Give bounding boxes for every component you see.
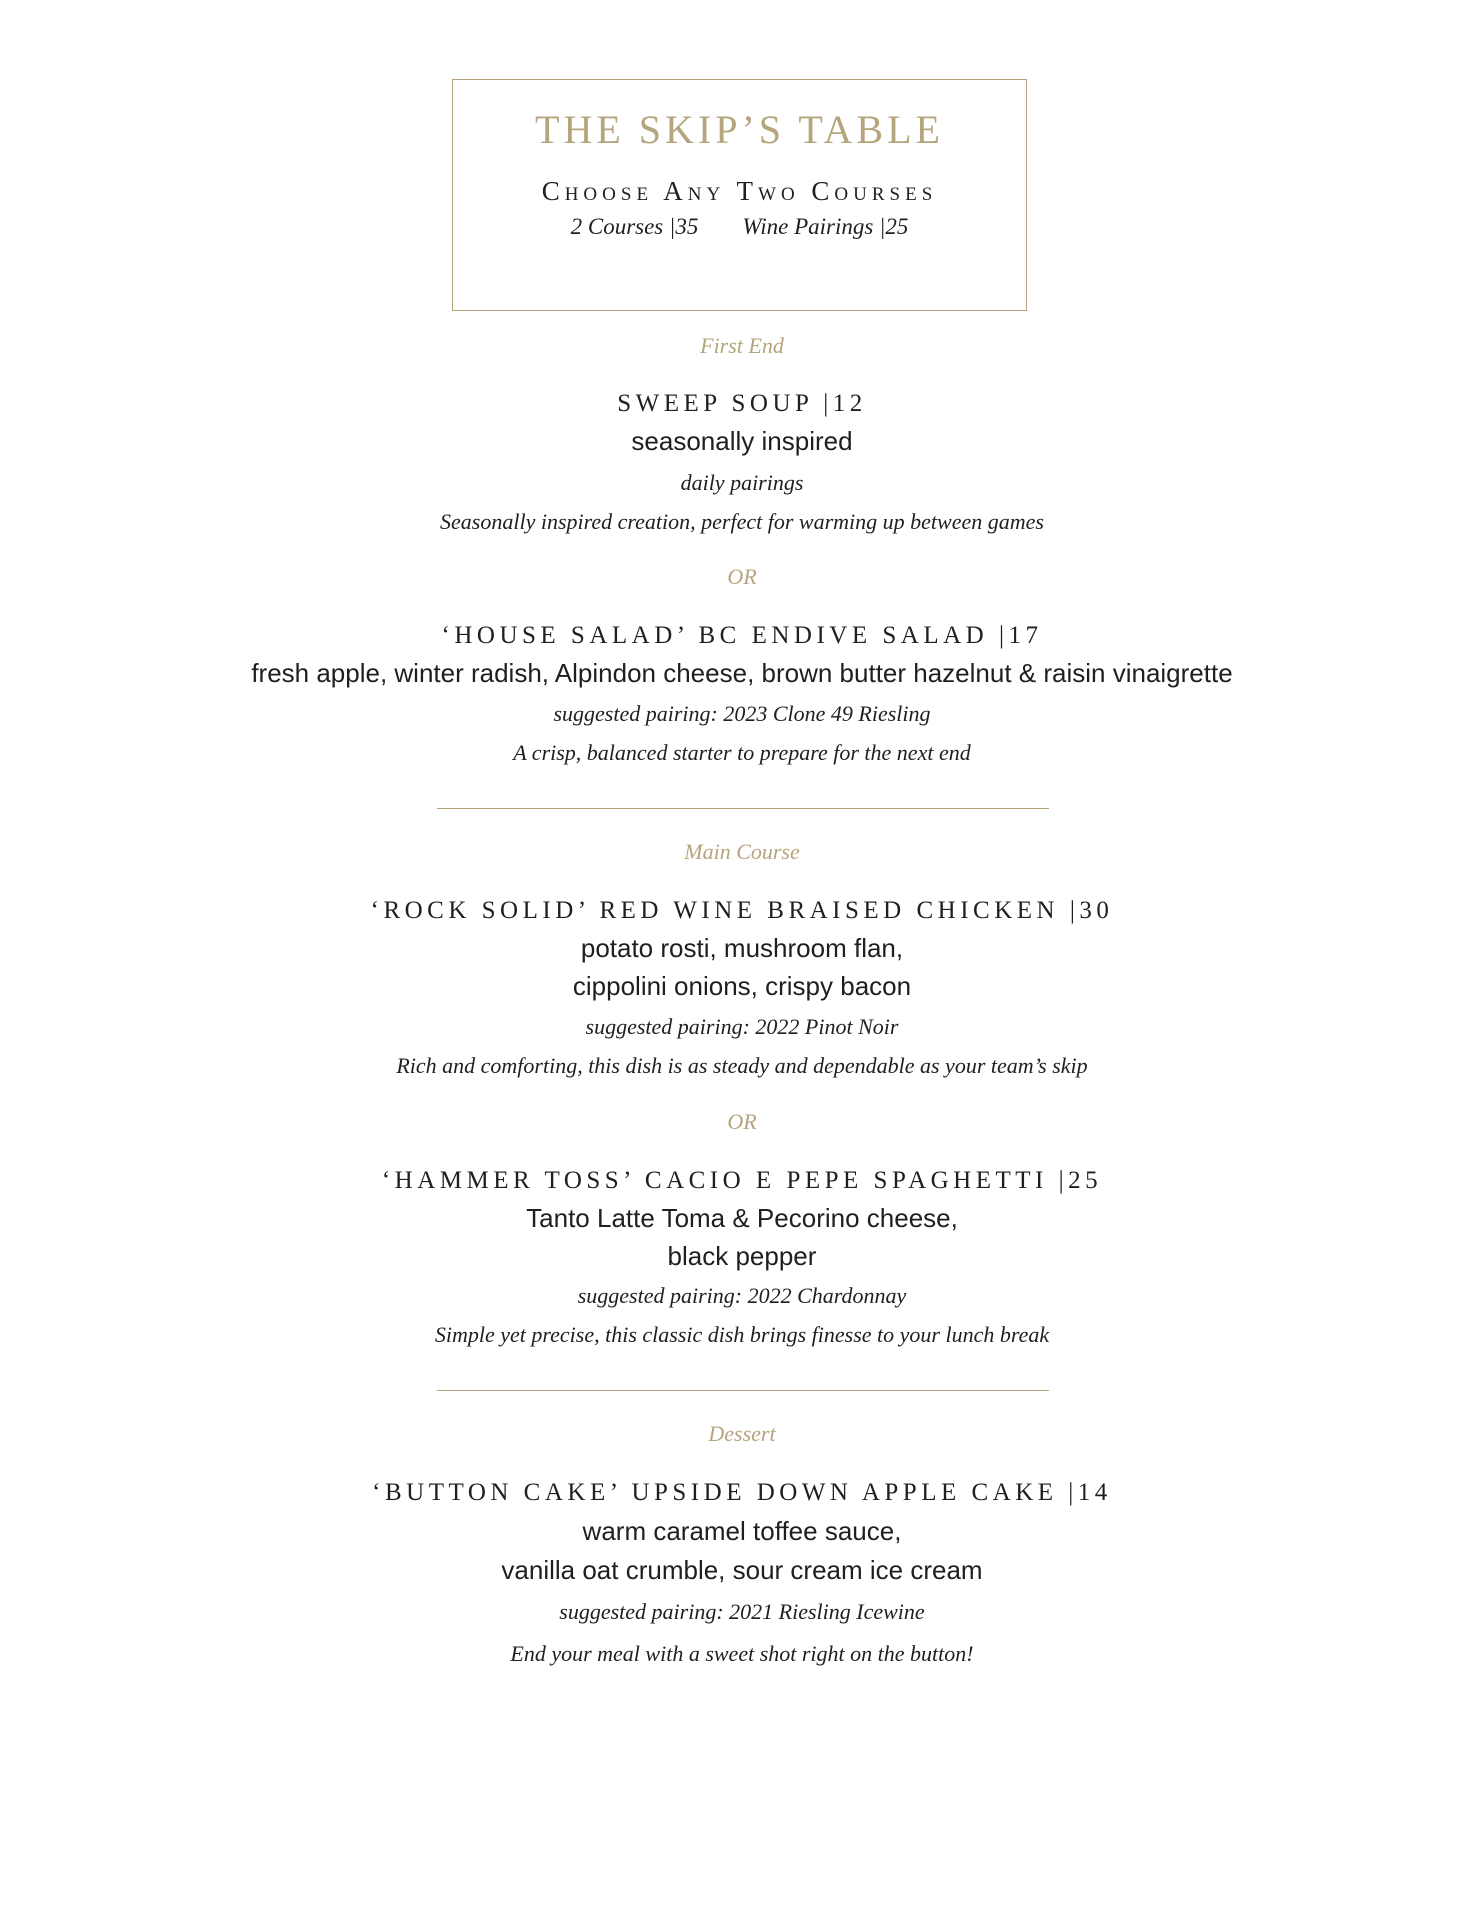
- section-label-first-end: First End: [700, 333, 784, 358]
- dish-description: cippolini onions, crispy bacon: [572, 971, 912, 1001]
- dish-name-hammer-toss-spaghetti: ‘HAMMER TOSS’ CACIO E PEPE SPAGHETTI |25: [381, 1167, 1103, 1194]
- or-separator: OR: [727, 564, 757, 589]
- section-label-main-course: Main Course: [684, 839, 800, 864]
- section-divider: [437, 808, 1049, 809]
- section-label-dessert: Dessert: [708, 1421, 776, 1446]
- dish-description: black pepper: [667, 1241, 817, 1271]
- dish-pairing: suggested pairing: 2021 Riesling Icewine: [559, 1599, 925, 1624]
- dish-name-house-salad: ‘HOUSE SALAD’ BC ENDIVE SALAD |17: [441, 622, 1043, 649]
- dish-pairing: suggested pairing: 2022 Pinot Noir: [585, 1014, 899, 1039]
- dish-blurb: Seasonally inspired creation, perfect for warming up between games: [440, 509, 1044, 534]
- dish-description: vanilla oat crumble, sour cream ice cream: [501, 1555, 983, 1585]
- dish-name-rock-solid-chicken: ‘ROCK SOLID’ RED WINE BRAISED CHICKEN |30: [370, 897, 1114, 924]
- dish-blurb: Rich and comforting, this dish is as steady and dependable as your team’s skip: [396, 1053, 1088, 1078]
- dish-description: fresh apple, winter radish, Alpindon cheese, brown butter hazelnut & raisin vinaigrette: [251, 658, 1233, 688]
- dish-pairing: suggested pairing: 2022 Chardonnay: [577, 1283, 907, 1308]
- dish-pairing: daily pairings: [680, 470, 804, 495]
- dish-blurb: A crisp, balanced starter to prepare for the next end: [513, 740, 971, 765]
- dish-description: seasonally inspired: [631, 426, 853, 456]
- menu-title: THE SKIP’S TABLE: [535, 107, 944, 152]
- dish-blurb: End your meal with a sweet shot right on the button!: [510, 1641, 974, 1666]
- menu-header-box: [452, 79, 1027, 311]
- dish-description: Tanto Latte Toma & Pecorino cheese,: [526, 1203, 958, 1233]
- wine-pairings-price: Wine Pairings |25: [742, 214, 909, 239]
- dish-blurb: Simple yet precise, this classic dish brings finesse to your lunch break: [434, 1322, 1050, 1347]
- dish-pairing: suggested pairing: 2023 Clone 49 Riesling: [553, 701, 931, 726]
- dish-name-sweep-soup: SWEEP SOUP |12: [617, 390, 867, 417]
- dish-description: warm caramel toffee sauce,: [582, 1516, 902, 1546]
- menu-pricing: [453, 215, 1026, 238]
- or-separator: OR: [727, 1109, 757, 1134]
- courses-price: 2 Courses |35: [570, 214, 699, 239]
- dish-description: potato rosti, mushroom flan,: [580, 933, 904, 963]
- section-divider: [437, 1390, 1049, 1391]
- dish-name-button-cake: ‘BUTTON CAKE’ UPSIDE DOWN APPLE CAKE |14: [372, 1479, 1112, 1506]
- menu-subtitle: Choose Any Two Courses: [541, 176, 938, 206]
